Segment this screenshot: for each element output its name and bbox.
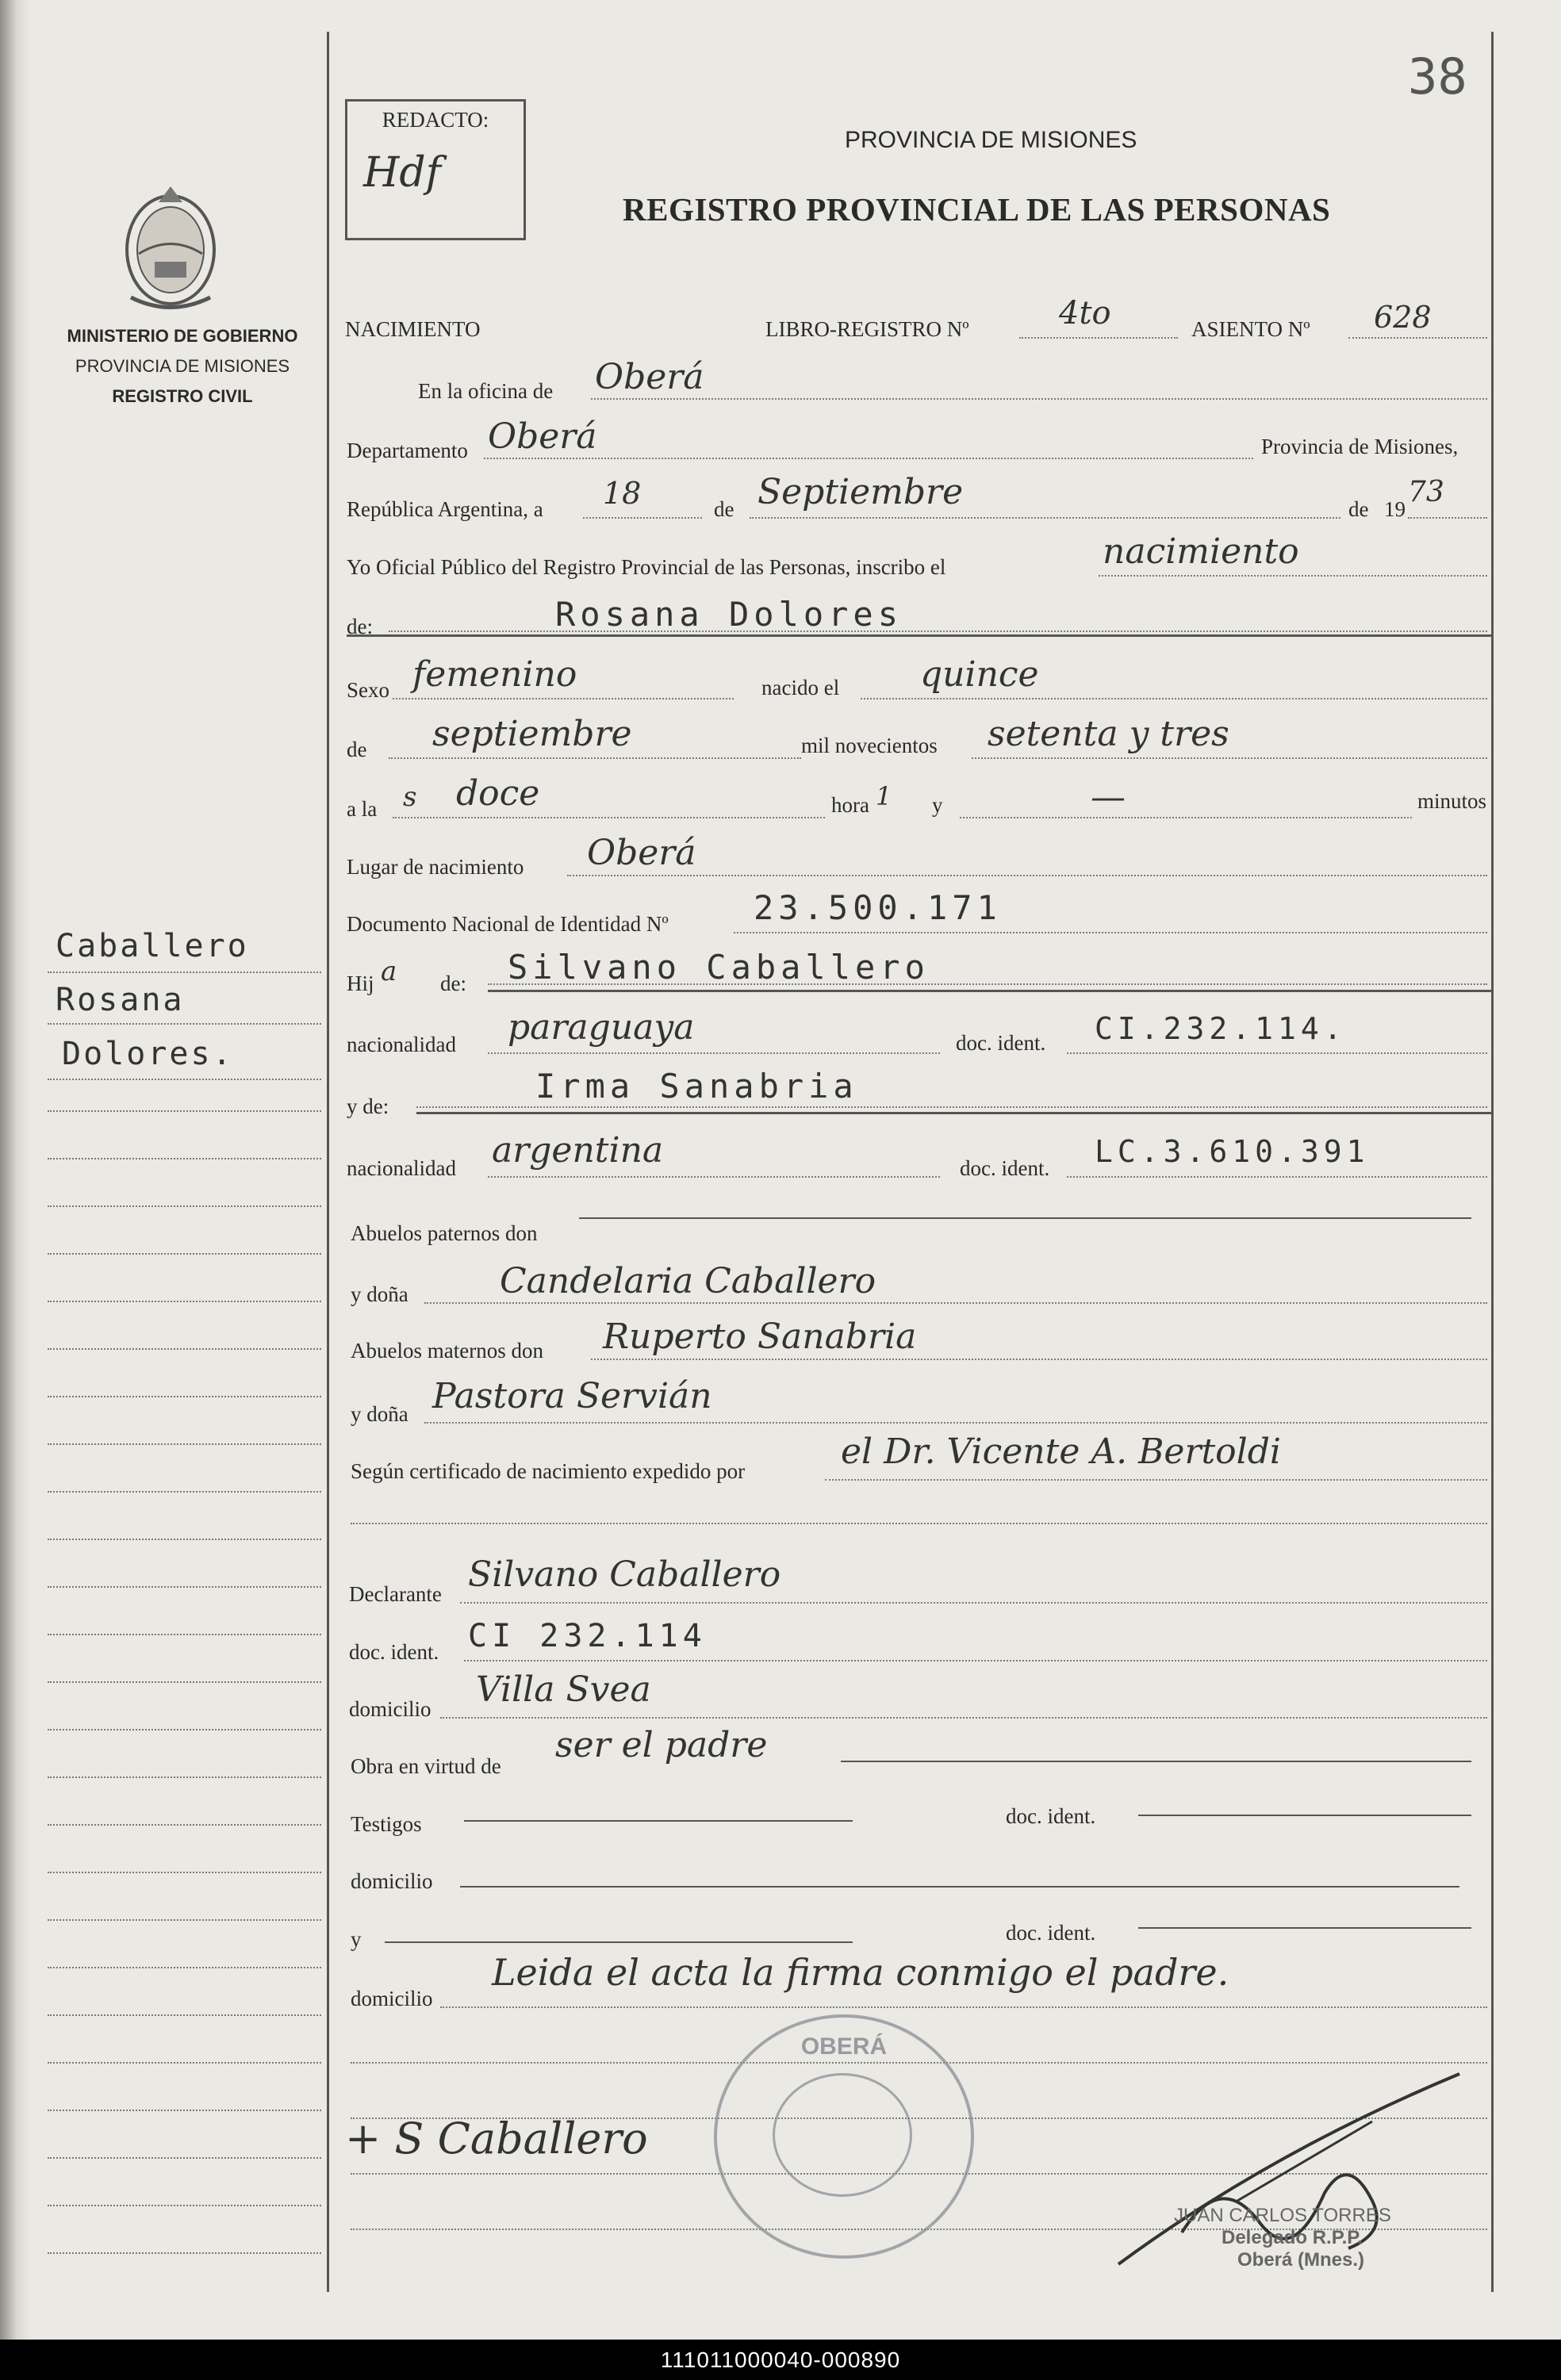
padre-value: Silvano Caballero bbox=[508, 948, 930, 987]
anio-nac-value: setenta y tres bbox=[988, 714, 1229, 754]
testigo2-doc-rule bbox=[1138, 1927, 1471, 1929]
margin-line bbox=[48, 1158, 321, 1159]
nac-padre-line bbox=[488, 1052, 940, 1054]
stamp-inner-ring bbox=[773, 2073, 912, 2197]
y-de-label: y de: bbox=[347, 1094, 389, 1118]
de-anio-label: de bbox=[1348, 497, 1369, 521]
doc-padre-line bbox=[1067, 1052, 1487, 1054]
asiento-value: 628 bbox=[1374, 300, 1432, 335]
dona-paterna-label: y doña bbox=[351, 1282, 408, 1306]
lugar-line bbox=[567, 875, 1487, 876]
nac-madre-line bbox=[488, 1176, 940, 1178]
margin-line bbox=[48, 1824, 321, 1826]
obra-value: ser el padre bbox=[555, 1725, 768, 1765]
nac-padre-label: nacionalidad bbox=[347, 1033, 456, 1056]
hijo-suffix: a bbox=[381, 956, 397, 987]
domicilio-final-line bbox=[440, 2006, 1487, 2008]
testigo-domicilio-label: domicilio bbox=[351, 1869, 433, 1893]
mes-nac-line bbox=[389, 757, 801, 759]
anio-nac-line bbox=[972, 757, 1487, 759]
margin-line bbox=[48, 1491, 321, 1493]
testigos-label: Testigos bbox=[351, 1812, 422, 1836]
minutos-label: minutos bbox=[1417, 789, 1487, 813]
hora-label: hora bbox=[831, 793, 869, 817]
hora-suffix: 1 bbox=[876, 781, 892, 811]
segun-label: Según certificado de nacimiento expedido por bbox=[351, 1459, 746, 1483]
madre-value: Irma Sanabria bbox=[535, 1067, 858, 1106]
provincia-label: Provincia de Misiones, bbox=[1261, 435, 1459, 458]
certificado-line bbox=[825, 1479, 1487, 1481]
official-title: Delegado R.P.P. bbox=[1222, 2227, 1363, 2248]
abuelo-paterno-rule bbox=[579, 1217, 1471, 1219]
official-name: JUAN CARLOS TORRES bbox=[1174, 2205, 1391, 2226]
oficina-line bbox=[591, 398, 1487, 400]
ministry-label: MINISTERIO DE GOBIERNO bbox=[67, 326, 298, 346]
republica-label: República Argentina, a bbox=[347, 497, 543, 521]
abuela-paterna-line bbox=[424, 1302, 1487, 1304]
departamento-label: Departamento bbox=[347, 439, 468, 462]
margin-line bbox=[48, 1681, 321, 1683]
doc-madre-label: doc. ident. bbox=[960, 1156, 1050, 1180]
margin-note-line3: Dolores. bbox=[62, 1036, 234, 1072]
left-margin-rule bbox=[327, 32, 329, 2292]
abuelos-maternos-label: Abuelos maternos don bbox=[351, 1339, 543, 1362]
margin-line bbox=[48, 1776, 321, 1778]
nombre-rule bbox=[347, 634, 1491, 637]
dni-value: 23.500.171 bbox=[754, 888, 1002, 927]
redacto-box bbox=[345, 99, 526, 240]
margin-line bbox=[48, 1919, 321, 1921]
domicilio-value: Villa Svea bbox=[476, 1669, 651, 1710]
y-label: y bbox=[932, 793, 943, 817]
abuela-materna-line bbox=[424, 1422, 1487, 1424]
margin-line bbox=[48, 2014, 321, 2016]
nacido-line bbox=[861, 698, 1487, 699]
mes-line bbox=[750, 517, 1340, 519]
y2-label: y bbox=[351, 1927, 362, 1951]
domicilio-label: domicilio bbox=[349, 1697, 431, 1721]
doc-padre-label: doc. ident. bbox=[956, 1031, 1046, 1055]
margin-line bbox=[48, 2252, 321, 2254]
hijo-de-label: de: bbox=[440, 972, 466, 995]
nombre-value: Rosana Dolores bbox=[555, 595, 903, 634]
inscribo-value: nacimiento bbox=[1103, 531, 1299, 572]
a-la-s: s bbox=[403, 781, 417, 813]
right-margin-rule bbox=[1491, 32, 1494, 2292]
margin-line bbox=[48, 1443, 321, 1445]
registry-heading: REGISTRO PROVINCIAL DE LAS PERSONAS bbox=[623, 191, 1331, 228]
coat-of-arms-icon bbox=[119, 178, 222, 313]
dni-label: Documento Nacional de Identidad Nº bbox=[347, 912, 669, 936]
margin-line bbox=[48, 1253, 321, 1255]
abuela-materna-value: Pastora Servián bbox=[432, 1376, 712, 1416]
asiento-label: ASIENTO Nº bbox=[1191, 317, 1310, 341]
doc-padre-value: CI.232.114. bbox=[1095, 1011, 1347, 1046]
dni-line bbox=[734, 932, 1487, 933]
madre-rule bbox=[416, 1112, 1491, 1114]
doc-declarante-value: CI 232.114 bbox=[468, 1618, 707, 1654]
nacido-label: nacido el bbox=[761, 676, 840, 699]
doc-madre-line bbox=[1067, 1176, 1487, 1178]
left-header bbox=[48, 321, 317, 412]
margin-line bbox=[48, 1396, 321, 1397]
sexo-line bbox=[393, 698, 734, 699]
margin-line bbox=[48, 1539, 321, 1540]
dia-value: 18 bbox=[603, 476, 642, 511]
declarante-line bbox=[460, 1602, 1487, 1604]
oficina-label: En la oficina de bbox=[418, 379, 554, 403]
padre-rule bbox=[488, 990, 1491, 992]
a-la-label: a la bbox=[347, 797, 378, 821]
hora-line bbox=[393, 817, 825, 818]
declarante-value: Silvano Caballero bbox=[468, 1554, 781, 1595]
nac-madre-value: argentina bbox=[492, 1130, 664, 1171]
nac-padre-value: paraguaya bbox=[508, 1007, 695, 1048]
lugar-label: Lugar de nacimiento bbox=[347, 855, 524, 879]
testigo2-doc-label: doc. ident. bbox=[1006, 1921, 1096, 1945]
lugar-value: Oberá bbox=[587, 833, 696, 873]
departamento-line bbox=[484, 458, 1253, 459]
signature-declarante: + S Caballero bbox=[345, 2114, 648, 2163]
margin-note-line2: Rosana bbox=[56, 982, 185, 1018]
margin-line bbox=[48, 972, 321, 973]
testigo-domicilio-rule bbox=[460, 1886, 1459, 1888]
obra-label: Obra en virtud de bbox=[351, 1754, 501, 1778]
margin-line bbox=[48, 1634, 321, 1635]
page-number: 38 bbox=[1408, 48, 1467, 105]
testigo-doc-rule bbox=[1138, 1815, 1471, 1816]
de-mes-label: de bbox=[347, 738, 367, 761]
de-label: de bbox=[714, 497, 734, 521]
anio-line bbox=[1408, 517, 1487, 519]
doc-declarante-line bbox=[464, 1660, 1487, 1661]
mes-nac-value: septiembre bbox=[432, 714, 632, 754]
testigo-doc-label: doc. ident. bbox=[1006, 1804, 1096, 1828]
nota-value: Leida el acta la firma conmigo el padre. bbox=[492, 1951, 1229, 1994]
asiento-line bbox=[1348, 337, 1487, 339]
anio-suffix: 73 bbox=[1408, 476, 1444, 508]
province-label: PROVINCIA DE MISIONES bbox=[75, 356, 290, 376]
redacto-label: REDACTO: bbox=[382, 108, 489, 132]
abuelo-materno-value: Ruperto Sanabria bbox=[603, 1316, 917, 1357]
nac-madre-label: nacionalidad bbox=[347, 1156, 456, 1180]
domicilio-line bbox=[440, 1717, 1487, 1719]
libro-line bbox=[1019, 337, 1178, 339]
margin-note-line1: Caballero bbox=[56, 928, 249, 964]
abuelo-materno-line bbox=[591, 1359, 1487, 1360]
stamp-text: OBERÁ bbox=[800, 2033, 888, 2060]
nacido-value: quince bbox=[920, 654, 1039, 695]
sexo-value: femenino bbox=[412, 654, 577, 695]
footer-code: 111011000040-000890 bbox=[0, 2340, 1561, 2380]
mil-label: mil novecientos bbox=[801, 734, 938, 757]
testigo-rule bbox=[464, 1820, 853, 1822]
official-place: Oberá (Mnes.) bbox=[1237, 2249, 1365, 2271]
margin-line bbox=[48, 2062, 321, 2064]
mes-value: Septiembre bbox=[757, 472, 964, 512]
margin-line bbox=[48, 1079, 321, 1080]
minutos-value: — bbox=[1091, 777, 1126, 818]
hora-value: doce bbox=[456, 773, 540, 814]
certificado-value: el Dr. Vicente A. Bertoldi bbox=[841, 1431, 1281, 1472]
nacimiento-label: NACIMIENTO bbox=[345, 317, 481, 341]
margin-line bbox=[48, 1023, 321, 1025]
margin-line bbox=[48, 1348, 321, 1350]
margin-line bbox=[48, 1586, 321, 1588]
sexo-label: Sexo bbox=[347, 678, 389, 702]
margin-line bbox=[48, 2205, 321, 2206]
margin-line bbox=[48, 1967, 321, 1968]
binding-edge bbox=[0, 0, 30, 2340]
doc-madre-value: LC.3.610.391 bbox=[1095, 1134, 1370, 1169]
oficina-value: Oberá bbox=[595, 357, 704, 397]
madre-line bbox=[416, 1106, 1487, 1108]
certificado-line2 bbox=[351, 1523, 1487, 1524]
margin-line bbox=[48, 2157, 321, 2159]
dona-materna-label: y doña bbox=[351, 1402, 408, 1426]
declarante-label: Declarante bbox=[349, 1582, 442, 1606]
inscribo-line bbox=[1099, 575, 1487, 577]
redacto-value: Hdf bbox=[363, 149, 441, 197]
margin-line bbox=[48, 1729, 321, 1730]
abuelos-paternos-label: Abuelos paternos don bbox=[351, 1221, 538, 1245]
hijo-label: Hij bbox=[347, 972, 374, 995]
domicilio-final-label: domicilio bbox=[351, 1987, 433, 2010]
margin-line bbox=[48, 1301, 321, 1302]
minutos-line bbox=[960, 817, 1412, 818]
official-stamp bbox=[714, 2014, 974, 2259]
departamento-value: Oberá bbox=[488, 416, 597, 457]
abuela-paterna-value: Candelaria Caballero bbox=[500, 1261, 876, 1301]
yo-oficial-label: Yo Oficial Público del Registro Provincial de las Personas, inscribo el bbox=[347, 555, 946, 579]
testigo2-rule bbox=[385, 1941, 853, 1943]
margin-line bbox=[48, 2110, 321, 2111]
margin-line bbox=[48, 1872, 321, 1873]
anio-prefix: 19 bbox=[1384, 497, 1406, 521]
official-block bbox=[1174, 2205, 1391, 2271]
nombre-line bbox=[389, 630, 1487, 632]
obra-rule bbox=[841, 1761, 1471, 1762]
civil-registry-label: REGISTRO CIVIL bbox=[112, 386, 253, 406]
libro-label: LIBRO-REGISTRO Nº bbox=[765, 317, 969, 341]
libro-value: 4to bbox=[1059, 295, 1111, 332]
margin-line bbox=[48, 1110, 321, 1112]
province-heading: PROVINCIA DE MISIONES bbox=[845, 127, 1137, 153]
margin-line bbox=[48, 1205, 321, 1207]
de-nombre-label: de: bbox=[347, 615, 373, 638]
doc-declarante-label: doc. ident. bbox=[349, 1640, 439, 1664]
dia-line bbox=[583, 517, 702, 519]
